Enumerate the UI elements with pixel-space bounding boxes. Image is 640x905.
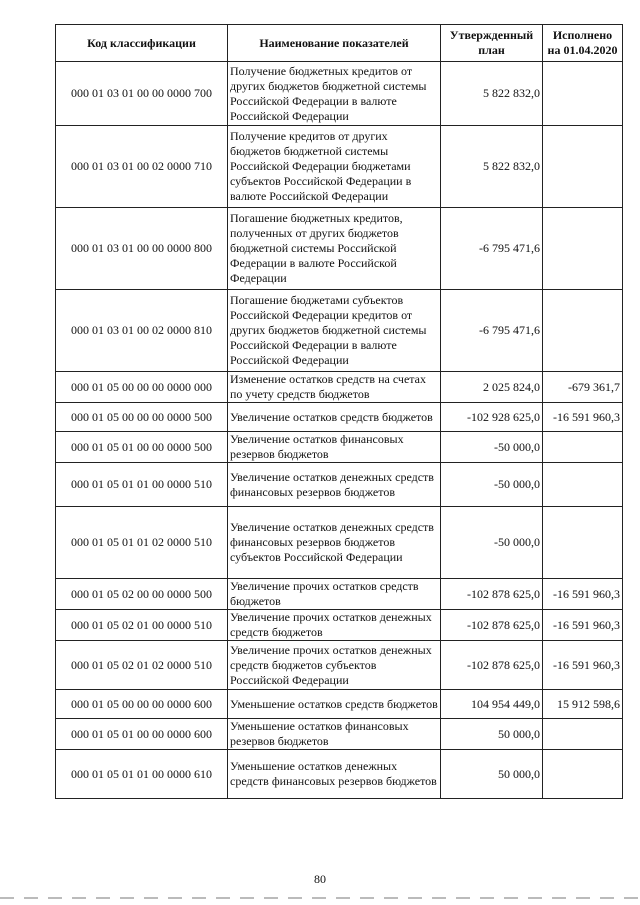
cell-plan: -50 000,0 — [441, 432, 543, 463]
cell-code: 000 01 05 02 01 00 0000 510 — [56, 610, 228, 641]
page-number: 80 — [314, 872, 326, 886]
cell-name: Увеличение прочих остатков денежных средств бюджетов — [228, 610, 441, 641]
cell-name: Увеличение остатков денежных средств финансовых резервов бюджетов субъектов Российской Федерации — [228, 507, 441, 579]
cell-name: Увеличение остатков денежных средств финансовых резервов бюджетов — [228, 463, 441, 507]
cell-code: 000 01 03 01 00 00 0000 700 — [56, 62, 228, 126]
cell-plan: -50 000,0 — [441, 463, 543, 507]
cell-plan: 50 000,0 — [441, 719, 543, 750]
table-row — [56, 403, 623, 432]
header-executed: Исполнено на 01.04.2020 — [543, 25, 623, 62]
cell-executed: -679 361,7 — [543, 372, 623, 403]
cell-name: Уменьшение остатков финансовых резервов бюджетов — [228, 719, 441, 750]
table-row — [56, 290, 623, 372]
cell-code: 000 01 05 01 01 02 0000 510 — [56, 507, 228, 579]
cell-code: 000 01 05 00 00 00 0000 000 — [56, 372, 228, 403]
cell-name: Погашение бюджетами субъектов Российской Федерации кредитов от других бюджетов бюджетной системы Российской Федерации в валюте Российской Федерации — [228, 290, 441, 372]
cell-code: 000 01 05 00 00 00 0000 500 — [56, 403, 228, 432]
cell-code: 000 01 03 01 00 00 0000 800 — [56, 208, 228, 290]
cell-code: 000 01 05 01 00 00 0000 500 — [56, 432, 228, 463]
cell-executed — [543, 432, 623, 463]
budget-table-container — [55, 24, 623, 799]
cell-plan: 50 000,0 — [441, 750, 543, 799]
cell-name: Уменьшение остатков средств бюджетов — [228, 690, 441, 719]
cell-name: Получение кредитов от других бюджетов бюджетной системы Российской Федерации бюджетами субъектов Российской Федерации в валюте Российской Федерации — [228, 126, 441, 208]
cell-code: 000 01 05 01 00 00 0000 600 — [56, 719, 228, 750]
cell-code: 000 01 05 02 00 00 0000 500 — [56, 579, 228, 610]
table-row — [56, 62, 623, 126]
cell-name: Увеличение остатков финансовых резервов бюджетов — [228, 432, 441, 463]
scan-artifact-line — [0, 897, 640, 899]
header-code: Код классификации — [56, 25, 228, 62]
cell-executed — [543, 463, 623, 507]
cell-plan: 104 954 449,0 — [441, 690, 543, 719]
table-row — [56, 372, 623, 403]
table-row — [56, 463, 623, 507]
cell-code: 000 01 05 01 01 00 0000 510 — [56, 463, 228, 507]
cell-executed: -16 591 960,3 — [543, 579, 623, 610]
cell-name: Погашение бюджетных кредитов, полученных от других бюджетов бюджетной системы Российской Федерации в валюте Российской Федерации — [228, 208, 441, 290]
cell-name: Увеличение прочих остатков денежных средств бюджетов субъектов Российской Федерации — [228, 641, 441, 690]
cell-plan: -50 000,0 — [441, 507, 543, 579]
table-row — [56, 432, 623, 463]
cell-executed: -16 591 960,3 — [543, 641, 623, 690]
cell-name: Получение бюджетных кредитов от других бюджетов бюджетной системы Российской Федерации в валюте Российской Федерации — [228, 62, 441, 126]
cell-name: Увеличение остатков средств бюджетов — [228, 403, 441, 432]
cell-plan: -6 795 471,6 — [441, 290, 543, 372]
cell-executed: -16 591 960,3 — [543, 610, 623, 641]
cell-executed — [543, 290, 623, 372]
cell-code: 000 01 05 00 00 00 0000 600 — [56, 690, 228, 719]
cell-plan: -102 878 625,0 — [441, 641, 543, 690]
cell-executed — [543, 208, 623, 290]
table-row — [56, 719, 623, 750]
cell-executed — [543, 126, 623, 208]
table-row — [56, 610, 623, 641]
cell-name: Увеличение прочих остатков средств бюджетов — [228, 579, 441, 610]
table-body — [56, 62, 623, 799]
cell-plan: -102 878 625,0 — [441, 610, 543, 641]
cell-plan: -102 928 625,0 — [441, 403, 543, 432]
budget-table — [55, 24, 623, 799]
cell-plan: -6 795 471,6 — [441, 208, 543, 290]
cell-plan: 2 025 824,0 — [441, 372, 543, 403]
table-row — [56, 579, 623, 610]
table-row — [56, 208, 623, 290]
cell-plan: 5 822 832,0 — [441, 62, 543, 126]
cell-executed: -16 591 960,3 — [543, 403, 623, 432]
table-row — [56, 507, 623, 579]
cell-executed — [543, 62, 623, 126]
table-row — [56, 690, 623, 719]
header-name: Наименование показателей — [228, 25, 441, 62]
cell-plan: -102 878 625,0 — [441, 579, 543, 610]
cell-code: 000 01 03 01 00 02 0000 710 — [56, 126, 228, 208]
cell-code: 000 01 05 01 01 00 0000 610 — [56, 750, 228, 799]
cell-executed: 15 912 598,6 — [543, 690, 623, 719]
cell-code: 000 01 03 01 00 02 0000 810 — [56, 290, 228, 372]
table-row — [56, 641, 623, 690]
cell-executed — [543, 750, 623, 799]
cell-name: Уменьшение остатков денежных средств финансовых резервов бюджетов — [228, 750, 441, 799]
cell-executed — [543, 719, 623, 750]
cell-plan: 5 822 832,0 — [441, 126, 543, 208]
table-row — [56, 750, 623, 799]
table-row — [56, 126, 623, 208]
header-plan: Утвержденный план — [441, 25, 543, 62]
cell-name: Изменение остатков средств на счетах по учету средств бюджетов — [228, 372, 441, 403]
cell-executed — [543, 507, 623, 579]
table-header-row — [56, 25, 623, 62]
cell-code: 000 01 05 02 01 02 0000 510 — [56, 641, 228, 690]
